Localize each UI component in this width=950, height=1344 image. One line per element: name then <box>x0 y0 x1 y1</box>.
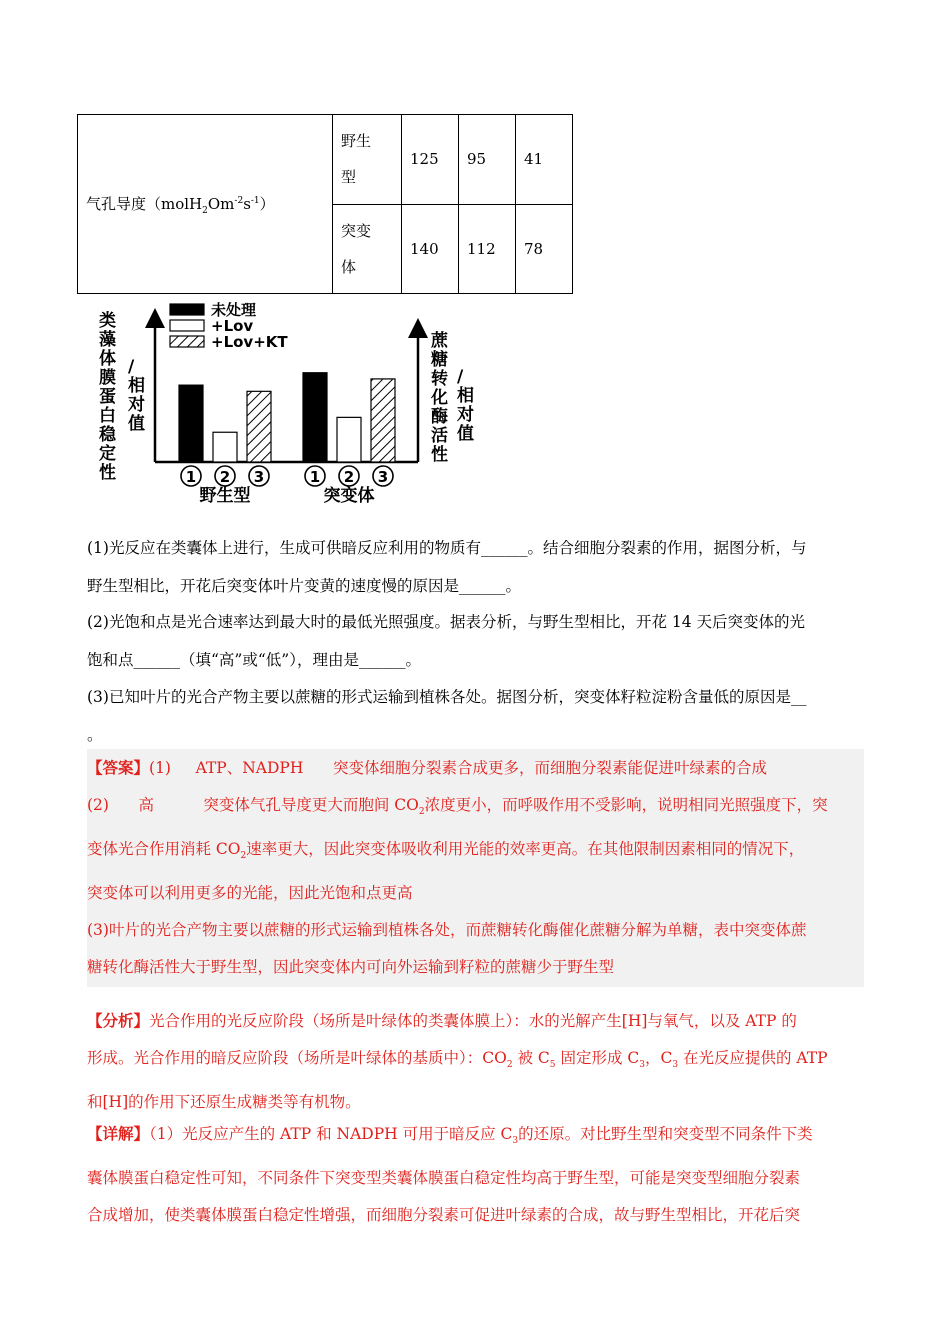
bar-number: 1 <box>309 468 321 486</box>
left-ylabel-char: 类 <box>99 311 116 331</box>
bar-number: 1 <box>185 468 197 486</box>
table-row-label: 气孔导度$(molH_2Om^{-2}s^{-1})$ <box>78 115 333 294</box>
question-2 <box>87 603 862 679</box>
question-3-line-1: (3)已知叶片的光合产物主要以蔗糖的形式运输到植株各处。据图分析，突变体籽粒淀粉含量低的原因是__ <box>87 688 807 706</box>
left-ylabel-char: 膜 <box>99 368 116 388</box>
bar <box>247 391 271 462</box>
question-2-line-2: 饱和点______（填“高”或“低”），理由是______。 <box>87 651 421 669</box>
bar-number: 3 <box>253 468 265 486</box>
answer-2-line-2: 变体光合作用消耗 $CO_2$速率更大，因此突变体吸收利用光能的效率更高。在其他限制因素相同的情况下， <box>87 840 805 862</box>
right-ylabel-char: 活 <box>431 426 448 446</box>
answer-1: 【答案】(1) ATP、NADPH 突变体细胞分裂素合成更多，而细胞分裂素能促进叶绿素的合成 <box>87 758 767 777</box>
right-ylabel-char: 转 <box>431 369 448 389</box>
bar-chart <box>95 300 475 510</box>
right-ylabel-char: 化 <box>431 388 448 408</box>
legend-label: +Lov+KT <box>211 333 288 351</box>
left-ylabel-char: 白 <box>99 406 116 426</box>
left-ylabel-char: 定 <box>99 444 116 464</box>
question-2-line-1: (2)光饱和点是光合速率达到最大时的最低光照强度。据表分析，与野生型相比，开花 14 天后突变体的光 <box>87 613 806 631</box>
answer-3-line-2: 糖转化酶活性大于野生型，因此突变体内可向外运输到籽粒的蔗糖少于野生型 <box>87 958 615 977</box>
table-cell: 41 <box>516 115 573 205</box>
answer-2-line-1: (2) 高 突变体气孔导度更大而胞间 $CO_2$浓度更小，而呼吸作用不受影响，说明相同光照强度下，突 <box>87 796 828 818</box>
question-1-line-1: (1)光反应在类囊体上进行，生成可供暗反应利用的物质有______。结合细胞分裂素的作用，据图分析，与 <box>87 539 807 557</box>
left-ylabel-char: 体 <box>99 349 116 369</box>
bar <box>179 385 203 462</box>
table-cell: 140 <box>402 204 459 294</box>
right-ylabel-unit-char: 对 <box>457 405 474 425</box>
detail-block: 【详解】（1）光反应产生的 ATP 和 NADPH 可用于暗反应 $C_3$的还原。对比野生型和突变型不同条件下类 囊体膜蛋白稳定性可知，不同条件下突变型类囊体膜蛋白稳定性均高于野生型，可能是突变型细胞分裂素 合成增加，使类囊体膜蛋白稳定性增强，而细胞分裂素可促进叶绿素的合成，故与野生型相比，开花后突 <box>87 1124 813 1225</box>
detail-tag: 【详解】 <box>87 1124 150 1143</box>
group-label: 野生型 <box>199 486 251 506</box>
question-3 <box>87 678 862 754</box>
answer-2-line-3: 突变体可以利用更多的光能，因此光饱和点更高 <box>87 884 413 903</box>
answer-3-line-1: (3)叶片的光合产物主要以蔗糖的形式运输到植株各处，而蔗糖转化酶催化蔗糖分解为单糖，表中突变体蔗 <box>87 921 807 940</box>
bar <box>213 432 237 462</box>
answer-tag: 【答案】 <box>87 758 150 777</box>
table-cell-type: 突变 体 <box>333 204 402 294</box>
table-cell: 112 <box>459 204 516 294</box>
left-ylabel-unit-char: 值 <box>128 414 145 434</box>
left-ylabel-char: 藻 <box>99 330 116 350</box>
question-1-line-2: 野生型相比，开花后突变体叶片变黄的速度慢的原因是______。 <box>87 577 522 595</box>
legend-swatch <box>170 336 204 347</box>
question-1 <box>87 529 862 605</box>
answer-block <box>87 749 864 987</box>
stomatal-conductance-table <box>77 114 573 294</box>
right-ylabel-char: 酶 <box>431 407 448 427</box>
right-ylabel-unit-char: 值 <box>457 424 474 444</box>
left-ylabel-char: 蛋 <box>99 387 116 407</box>
right-ylabel-char: 性 <box>431 445 448 465</box>
question-3-line-2: 。 <box>87 726 103 744</box>
right-ylabel-unit-char: / <box>457 367 464 387</box>
table-cell-type: 野生 型 <box>333 115 402 205</box>
left-ylabel-unit-char: 对 <box>128 395 145 415</box>
bar-number: 2 <box>219 468 231 486</box>
table-row <box>78 115 573 205</box>
legend-swatch <box>170 304 204 315</box>
analysis-block: 【分析】光合作用的光反应阶段（场所是叶绿体的类囊体膜上）：水的光解产生[H]与氧气，以及 ATP 的 形成。光合作用的暗反应阶段（场所是叶绿体的基质中）：$CO_2$ 被 $C_5$ 固定形成 $C_3$，$C_3$ 在光反应提供的 ATP 和[H]的作用下还原生成糖类等有机物。 <box>87 1011 828 1112</box>
right-ylabel-unit-char: 相 <box>457 386 474 406</box>
table-cell: 78 <box>516 204 573 294</box>
bar-number: 3 <box>377 468 389 486</box>
analysis-tag: 【分析】 <box>87 1011 150 1030</box>
left-ylabel-char: 稳 <box>99 425 116 445</box>
left-ylabel-unit-char: / <box>128 357 135 377</box>
right-ylabel-char: 蔗 <box>431 331 448 351</box>
bar <box>337 417 361 462</box>
left-ylabel-char: 性 <box>99 463 116 483</box>
group-label: 突变体 <box>323 486 375 506</box>
legend-swatch <box>170 320 204 331</box>
bar <box>371 379 395 462</box>
left-ylabel-unit-char: 相 <box>128 376 145 396</box>
table-cell: 95 <box>459 115 516 205</box>
legend-label: +Lov <box>211 317 254 335</box>
table-cell: 125 <box>402 115 459 205</box>
bar <box>303 373 327 462</box>
legend-label: 未处理 <box>211 301 257 319</box>
bar-number: 2 <box>343 468 355 486</box>
right-ylabel-char: 糖 <box>431 350 448 370</box>
